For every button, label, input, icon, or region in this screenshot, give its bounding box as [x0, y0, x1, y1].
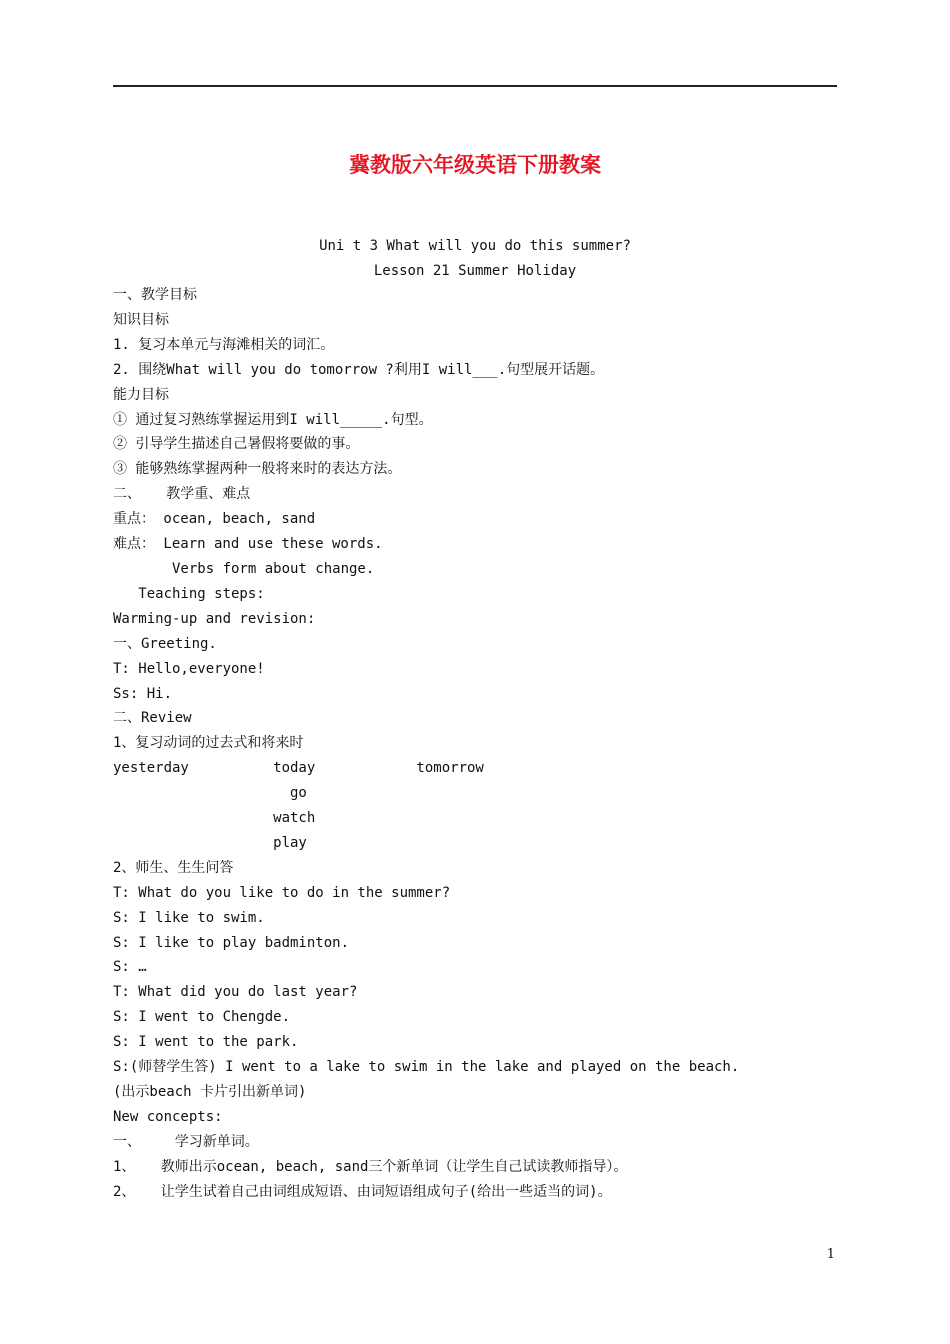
text-line: S: I went to the park. — [113, 1034, 299, 1051]
text-line: S: I like to swim. — [113, 909, 265, 926]
text-line: 二、Review — [113, 710, 192, 727]
text-line: T: What did you do last year? — [113, 984, 358, 1001]
text-line: 二、 教学重、难点 — [113, 486, 251, 503]
text-line: 1、 教师出示ocean, beach, sand三个新单词（让学生自己试读教师指导）。 — [113, 1158, 628, 1175]
text-line: ③ 能够熟练掌握两种一般将来时的表达方法。 — [113, 461, 402, 478]
text-line: S:(师替学生答) I went to a lake to swim in the lake and played on the beach. — [113, 1059, 740, 1076]
text-line: 2、 让学生试着自己由词组成短语、由词短语组成句子(给出一些适当的词)。 — [113, 1183, 612, 1200]
header-rule — [113, 85, 837, 87]
lesson-plan-body — [113, 283, 837, 1205]
text-line: 2. 围绕What will you do tomorrow ?利用I will___.句型展开话题。 — [113, 361, 605, 378]
text-line: 能力目标 — [113, 386, 169, 403]
text-line: Warming-up and revision: — [113, 610, 316, 627]
text-line: 一、Greeting. — [113, 635, 217, 652]
text-line: Teaching steps: — [113, 585, 265, 602]
text-line: Ss: Hi. — [113, 685, 173, 702]
unit-heading: Uni t 3 What will you do this summer? — [319, 238, 631, 254]
text-line: New concepts: — [113, 1108, 223, 1125]
page-number: 1 — [826, 1247, 835, 1262]
text-line: ② 引导学生描述自己暑假将要做的事。 — [113, 436, 360, 453]
text-line: 2、师生、生生问答 — [113, 859, 234, 876]
text-line: 一、 学习新单词。 — [113, 1133, 259, 1150]
text-line: S: I like to play badminton. — [113, 934, 350, 951]
text-line: 一、教学目标 — [113, 287, 197, 303]
text-line: 知识目标 — [113, 311, 169, 328]
lesson-heading: Lesson 21 Summer Holiday — [373, 263, 577, 279]
text-line: Verbs form about change. — [113, 560, 375, 577]
text-line: 难点： Learn and use these words. — [113, 536, 383, 553]
text-line: T: Hello,everyone! — [113, 660, 265, 677]
text-line: watch — [113, 810, 316, 827]
text-line: go — [113, 785, 307, 802]
text-line: T: What do you like to do in the summer? — [113, 884, 451, 901]
text-line: S: … — [113, 959, 147, 976]
document-title: 冀教版六年级英语下册教案 — [349, 153, 601, 177]
text-line: 重点： ocean, beach, sand — [113, 511, 316, 528]
text-line: ① 通过复习熟练掌握运用到I will_____.句型。 — [113, 411, 433, 428]
text-line: (出示beach 卡片引出新单词) — [113, 1084, 307, 1100]
text-line: 1. 复习本单元与海滩相关的词汇。 — [113, 336, 335, 353]
text-line: yesterday today tomorrow — [113, 760, 484, 777]
text-line: S: I went to Chengde. — [113, 1009, 291, 1026]
text-line: play — [113, 834, 307, 851]
text-line: 1、复习动词的过去式和将来时 — [113, 735, 304, 752]
